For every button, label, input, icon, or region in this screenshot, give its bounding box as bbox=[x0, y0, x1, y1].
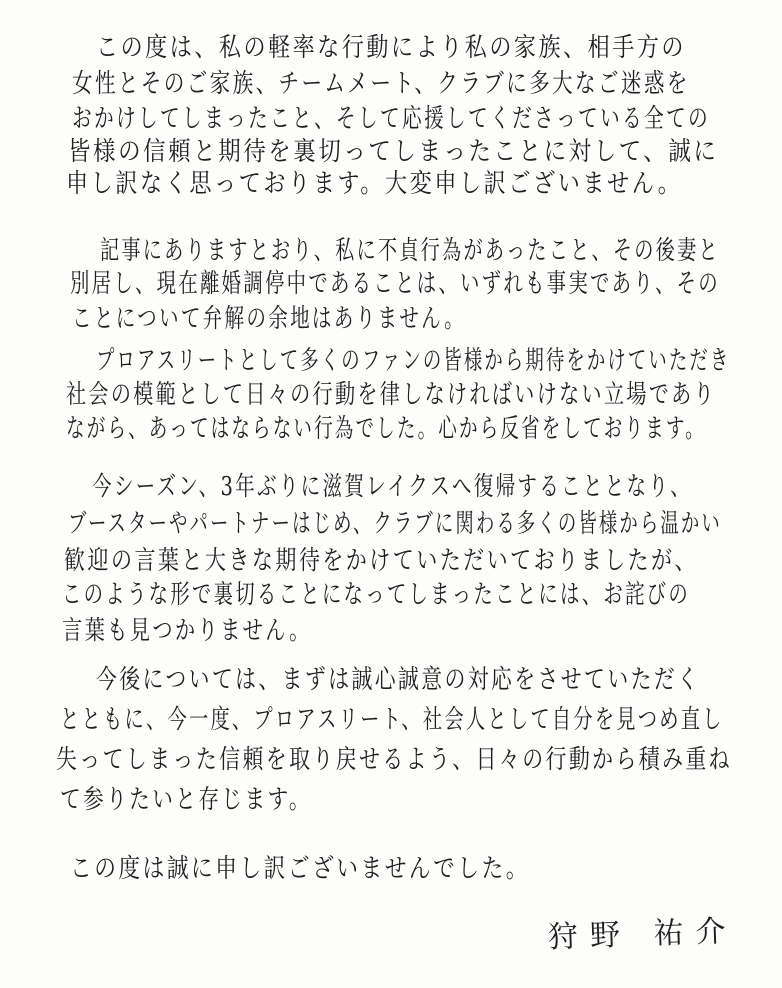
letter-line: て参りたいと存じます。 bbox=[60, 785, 312, 815]
letter-line: このような形で裏切ることになってしまったことには、お詫びの bbox=[62, 580, 690, 610]
letter-line: 女性とそのご家族、チームメート、クラブに多大なご迷惑を bbox=[72, 69, 690, 99]
letter-line: 別居し、現在離婚調停中であることは、いずれも事実であり、その bbox=[70, 269, 720, 299]
letter-line: 今後については、まずは誠心誠意の対応をさせていただく bbox=[96, 665, 701, 695]
letter-line: 社会の模範として日々の行動を律しなければいけない立場であり bbox=[66, 380, 717, 410]
letter-line: 言葉も見つかりません。 bbox=[62, 616, 312, 646]
letter-line: この度は誠に申し訳ございませんでした。 bbox=[70, 854, 530, 884]
letter-line: ことについて弁解の余地はありません。 bbox=[72, 304, 467, 334]
letter-line: ながら、あってはならない行為でした。心から反省をしております。 bbox=[66, 414, 706, 444]
letter-line: プロアスリートとして多くのファンの皆様から期待をかけていただき bbox=[96, 346, 731, 376]
letter-line: 失ってしまった信頼を取り戻せるよう、日々の行動から積み重ね bbox=[56, 745, 733, 775]
signature: 狩野 祐介 bbox=[547, 913, 739, 956]
letter-line: とともに、今一度、プロアスリート、社会人として自分を見つめ直し bbox=[60, 705, 724, 735]
letter-line: 皆様の信頼と期待を裏切ってしまったことに対して、誠に bbox=[68, 137, 719, 167]
letter-line: 記事にありますとおり、私に不貞行為があったこと、その後妻と bbox=[100, 236, 720, 266]
letter-line: ブースターやパートナーはじめ、クラブに関わる多くの皆様から温かい bbox=[68, 509, 722, 539]
letter-line: おかけしてしまったこと、そして応援してくださっている全ての bbox=[72, 104, 710, 134]
letter-line: この度は、私の軽率な行動により私の家族、相手方の bbox=[96, 33, 687, 63]
letter-line: 今シーズン、3年ぶりに滋賀レイクスへ復帰することとなり、 bbox=[92, 472, 693, 502]
letter-line: 歓迎の言葉と大きな期待をかけていただいておりましたが、 bbox=[64, 546, 699, 576]
letter-line: 申し訳なく思っております。大変申し訳ございません。 bbox=[66, 169, 683, 199]
